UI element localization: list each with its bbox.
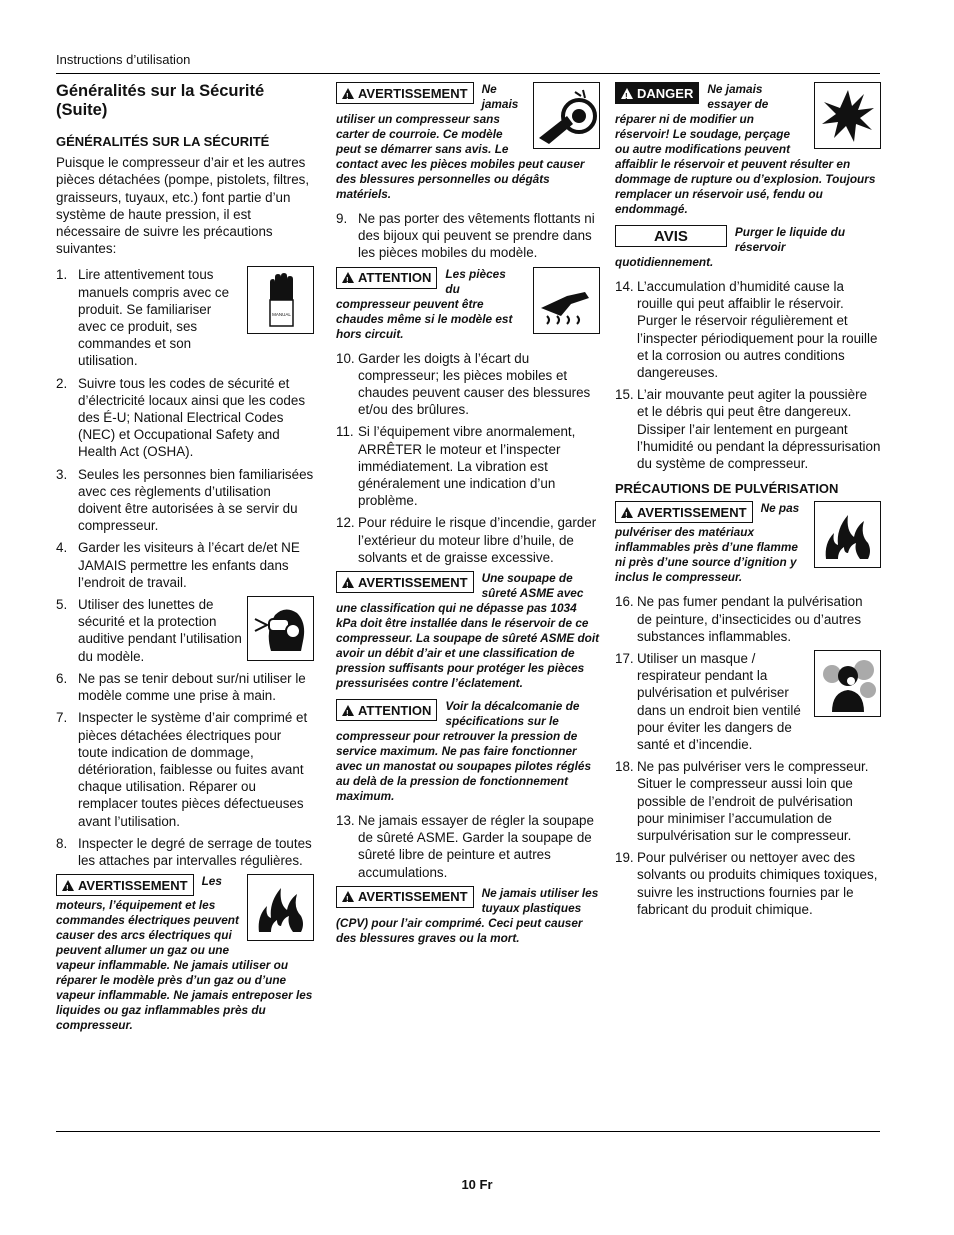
running-header: Instructions d’utilisation — [56, 52, 191, 67]
warning-box: ! AVERTISSEMENT Les moteurs, l’équipement et les commandes électriques peuvent causer des arcs électriques qui peuvent allumer un gaz ou une vapeur inflammable. Ne jamais utiliser ou réparer le modèle près d’un gaz ou d’une vapeur inflammable. Ne jamais entreposer les liquides ou gaz inflammables près du compresseur. — [56, 874, 314, 1033]
list-item: 13. Ne jamais essayer de régler la soupape de sûreté ASME. Garder la soupape de sûreté libre de peinture et autres accumulations. — [336, 813, 594, 880]
safety-list — [56, 266, 314, 869]
avertissement-label: ! AVERTISSEMENT — [615, 501, 753, 523]
list-item: 11. Si l’équipement vibre anormalement, ARRÊTER le moteur et l’inspecter immédiatement. La vibration est généralement une indication d’un problème. — [336, 424, 576, 509]
list-item: 6. Ne pas se tenir debout sur/ni utiliser le modèle comme une prise à main. — [56, 670, 306, 704]
list-item: 1. MANUAL Lire attentivement tous manuels compris avec ce produit. Se familiariser avec ce produit, ses commandes et son utilisation. — [56, 266, 314, 369]
avertissement-label: ! AVERTISSEMENT — [336, 886, 474, 908]
belt-guard-icon — [533, 82, 600, 149]
spray-precautions-heading: PRÉCAUTIONS DE PULVÉRISATION — [615, 481, 839, 497]
fire-icon — [247, 874, 314, 941]
column-3 — [615, 82, 881, 923]
list-item: 15. L’air mouvante peut agiter la poussière et le débris qui peut être dangereux. Dissiper l’air lentement en purgeant l’humidité ou pendant la dépressurisation du système de compresseur. — [615, 387, 881, 472]
list-item: 7. Inspecter le système d’air comprimé et pièces détachées électriques pour toute indication de dommage, détérioration, faiblesse ou fuites avant chaque utilisation. Réparer ou remplacer toutes pièces défectueuses avant l’utilisation. — [56, 710, 308, 829]
page-number: 10 Fr — [461, 1177, 493, 1192]
warning-box: ! AVERTISSEMENT Ne jamais utiliser un compresseur sans carter de courroie. Ce modèle peut se démarrer sans avis. Le contact avec les pièces mobiles peut causer des blessures personnelles ou dégâts matériels. — [336, 82, 600, 202]
section-subtitle: GÉNÉRALITÉS SUR LA SÉCURITÉ — [56, 134, 270, 149]
respirator-icon — [814, 650, 881, 717]
list-item: 2. Suivre tous les codes de sécurité et d’électricité locaux ainsi que les codes des É-U; National Electrical Codes (NEC) et Occupational Safety and Health Act (OSHA). — [56, 375, 306, 460]
warning-box: ! AVERTISSEMENT Une soupape de sûreté ASME avec une classification qui ne dépasse pas 1034 kPa doit être installée dans le réservoir de ce compresseur. La soupape de sûreté ASME doit avoir un débit d’air et une classification de pression suffisants pour protéger les pièces pressurisées contre l’éclatement. — [336, 571, 600, 691]
list-item: 9. Ne pas porter des vêtements flottants ni des bijoux qui peuvent se prendre dans les pièces mobiles du modèle. — [336, 211, 595, 261]
manual-label: MANUAL — [271, 312, 291, 318]
read-manual-icon — [247, 266, 314, 334]
top-rule — [56, 73, 880, 74]
list-item: 14. L’accumulation d’humidité cause la rouille qui peut affaiblir le réservoir. Purger le réservoir régulièrement et l’inspecter périodiquement pour la rouille et la corrosion ou autres conditions dangereuses. — [615, 279, 878, 381]
warning-box: ! AVERTISSEMENT Ne jamais utiliser les tuyaux plastiques (CPV) pour l’air comprimé. Ceci peut causer des blessures graves ou la mort. — [336, 886, 600, 946]
column-1 — [56, 82, 314, 1041]
caution-box: ! ATTENTION Les pièces du compresseur peuvent être chaudes même si le modèle est hors circuit. — [336, 267, 600, 342]
caution-box: ! ATTENTION Voir la décalcomanie de spécifications sur le compresseur pour retrouver la pression de service maximum. Ne pas faire fonctionner avec un manostat ou soupapes pilotes réglés au delà de la pression de fonctionnement maximum. — [336, 699, 600, 804]
attention-label: ! ATTENTION — [336, 267, 437, 289]
attention-label: ! ATTENTION — [336, 699, 437, 721]
list-item: 19. Pour pulvériser ou nettoyer avec des solvants ou produits chimiques toxiques, suivre les instructions fournies par le fabricant du produit chimique. — [615, 850, 878, 917]
section-title: Généralités sur la Sécurité (Suite) — [56, 82, 265, 119]
bottom-rule — [56, 1131, 880, 1132]
danger-box: ! DANGER Ne jamais essayer de réparer ni de modifier un réservoir! Le soudage, perçage ou autre modifications peuvent affaiblir le réservoir et peuvent résulter en dommage de rupture ou d’explosion. Toujours remplacer un réservoir usé, fendu ou endommagé. — [615, 82, 881, 217]
flame-icon — [814, 501, 881, 568]
avertissement-label: ! AVERTISSEMENT — [336, 82, 474, 104]
warning-box: ! AVERTISSEMENT Ne pas pulvériser des matériaux inflammables près d’une flamme ni près d’une source d’ignition y inclus le compresseur. — [615, 501, 881, 585]
list-item: 18. Ne pas pulvériser vers le compresseur. Situer le compresseur aussi loin que possible de l’endroit de pulvérisation pour minimiser l’accumulation de surpulvérisation sur le compresseur. — [615, 759, 869, 844]
danger-label: ! DANGER — [615, 82, 699, 104]
list-item: 10. Garder les doigts à l’écart du compresseur; les pièces mobiles et chaudes peuvent causer des blessures et/ou des brûlures. — [336, 350, 591, 418]
list-item: 8. Inspecter le degré de serrage de toutes les attaches par intervalles régulières. — [56, 835, 312, 868]
goggles-ear-protection-icon — [247, 596, 314, 661]
list-item: 12. Pour réduire le risque d’incendie, garder l’extérieur du moteur libre d’huile, de solvants et de graisse excessive. — [336, 515, 597, 565]
list-item: 17. Utiliser un masque / respirateur pendant la pulvérisation et pulvériser dans un endroit bien ventilé pour éviter les dangers de santé et d’incendie. — [615, 650, 881, 753]
hot-surface-icon — [533, 267, 600, 334]
column-2 — [336, 82, 600, 954]
notice-box: AVIS Purger le liquide du réservoir quotidiennement. — [615, 225, 846, 269]
explosion-icon — [814, 82, 881, 149]
list-item: 5. Utiliser des lunettes de sécurité et la protection auditive pendant l’utilisation du modèle. — [56, 596, 314, 665]
avertissement-label: ! AVERTISSEMENT — [56, 874, 194, 896]
list-item: 3. Seules les personnes bien familiarisées avec ces règlements d’utilisation doivent être autorisées à se servir du compresseur. — [56, 466, 314, 534]
list-item: 16. Ne pas fumer pendant la pulvérisation de peinture, d’insecticides ou d’autres substances inflammables. — [615, 594, 863, 644]
avertissement-label: ! AVERTISSEMENT — [336, 571, 474, 593]
avis-label: AVIS — [615, 225, 727, 247]
list-item: 4. Garder les visiteurs à l’écart de/et NE JAMAIS permettre les enfants dans l’endroit de travail. — [56, 540, 300, 590]
intro-paragraph: Puisque le compresseur d’air et les autres pièces détachées (pompe, pistolets, filtres, graisseurs, tuyaux, etc.) font partie d’un système de haute pression, il est nécessaire de suivre les précautions suivantes: — [56, 155, 310, 257]
